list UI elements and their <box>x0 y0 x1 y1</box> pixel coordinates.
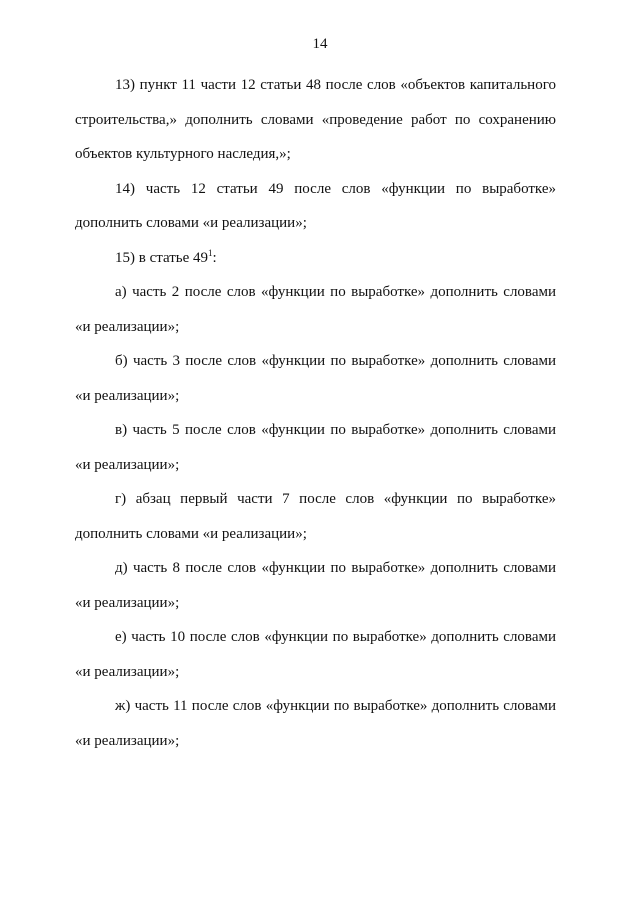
superscript-article-number: 1 <box>208 247 213 258</box>
subitem-v: в) часть 5 после слов «функции по выработке» дополнить словами «и реализации»; <box>75 422 556 473</box>
subitem-e: е) часть 10 после слов «функции по выработке» дополнить словами «и реализации»; <box>75 629 556 680</box>
paragraph-item-15-colon: : <box>212 249 217 266</box>
subitem-d: д) часть 8 после слов «функции по выработке» дополнить словами «и реализации»; <box>75 560 556 611</box>
page-number: 14 <box>312 36 328 52</box>
paragraph-item-14: 14) часть 12 статьи 49 после слов «функции по выработке» дополнить словами «и реализации»; <box>75 180 556 231</box>
subitem-g: г) абзац первый части 7 после слов «функции по выработке» дополнить словами «и реализации»; <box>75 491 556 542</box>
subitem-b: б) часть 3 после слов «функции по выработке» дополнить словами «и реализации»; <box>75 353 556 404</box>
document-body <box>75 68 556 758</box>
subitem-a: а) часть 2 после слов «функции по выработке» дополнить словами «и реализации»; <box>75 284 556 335</box>
paragraph-item-15-text: 15) в статье 49 <box>115 249 209 266</box>
paragraph-item-13: 13) пункт 11 части 12 статьи 48 после слов «объектов капитального строительства,» дополнить словами «проведение работ по сохранению объектов культурного наследия,»; <box>75 77 556 162</box>
subitem-zh: ж) часть 11 после слов «функции по выработке» дополнить словами «и реализации»; <box>75 698 556 749</box>
paragraph-item-15 <box>75 241 556 276</box>
